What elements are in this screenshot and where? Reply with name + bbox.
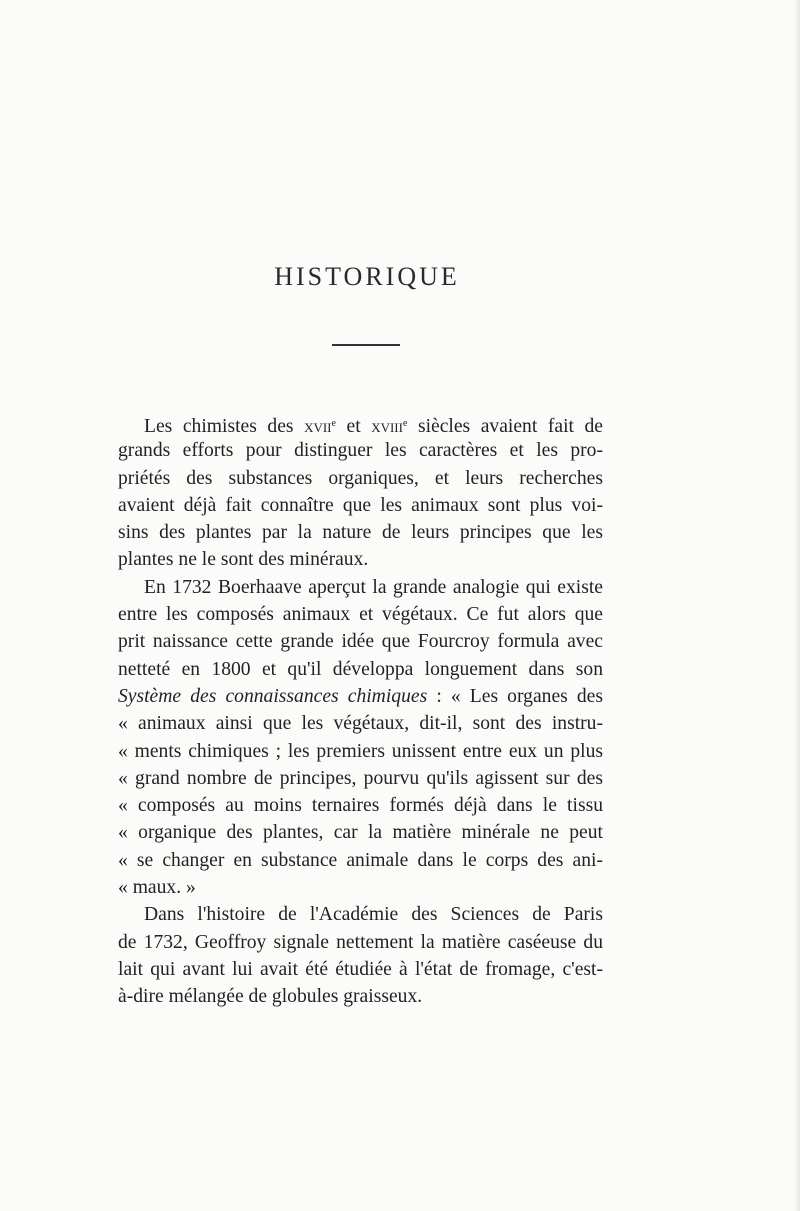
title-rule [332,344,400,346]
text-line: grands efforts pour distinguer les caractères et les pro- [118,440,603,462]
century-numeral: xviii [371,416,403,436]
text-line: netteté en 1800 et qu'il développa longuement dans son [118,658,603,680]
superscript: e [402,418,408,429]
text-line: « grand nombre de principes, pourvu qu'ils agissent sur des [118,767,603,789]
page-edge [794,0,800,1211]
century-numeral: xvii [304,416,332,436]
text-line: entre les composés animaux et végétaux. Ce fut alors que [118,604,603,626]
text-fragment: et [335,416,372,437]
text-line: Dans l'histoire de l'Académie des Sciences de Paris [144,904,603,926]
text-line [118,683,603,710]
text-line: sins des plantes par la nature de leurs principes que les [118,522,603,544]
text-line: « organique des plantes, car la matière minérale ne peut [118,822,603,844]
text-fragment: : « Les organes des [427,685,603,707]
text-line: « composés au moins ternaires formés déjà dans le tissu [118,795,603,817]
text-line: de 1732, Geoffroy signale nettement la matière caséeuse du [118,931,603,953]
text-fragment: siècles avaient fait de [407,416,603,437]
text-line: priétés des substances organiques, et leurs recherches [118,467,603,489]
text-line: prit naissance cette grande idée que Fourcroy formula avec [118,631,603,653]
text-line [118,410,603,437]
book-title: Système des connaissances chimiques [118,685,428,707]
text-line: plantes ne le sont des minéraux. [118,549,369,571]
text-line: « animaux ainsi que les végétaux, dit-il, sont des instru- [118,713,603,735]
text-line: lait qui avant lui avait été étudiée à l'état de fromage, c'est- [118,958,603,980]
text-line: à-dire mélangée de globules graisseux. [118,986,423,1008]
text-line: « ments chimiques ; les premiers unissent entre eux un plus [118,740,603,762]
text-line: En 1732 Boerhaave aperçut la grande analogie qui existe [144,576,603,598]
superscript: e [331,418,336,429]
text-line: avaient déjà fait connaître que les animaux sont plus voi- [118,494,603,516]
text-line: « se changer en substance animale dans le corps des ani- [118,849,603,871]
page-title: HISTORIQUE [274,262,460,291]
text-line: « maux. » [118,877,196,899]
text-fragment: Les chimistes des [144,416,305,437]
body-text [118,410,603,1011]
